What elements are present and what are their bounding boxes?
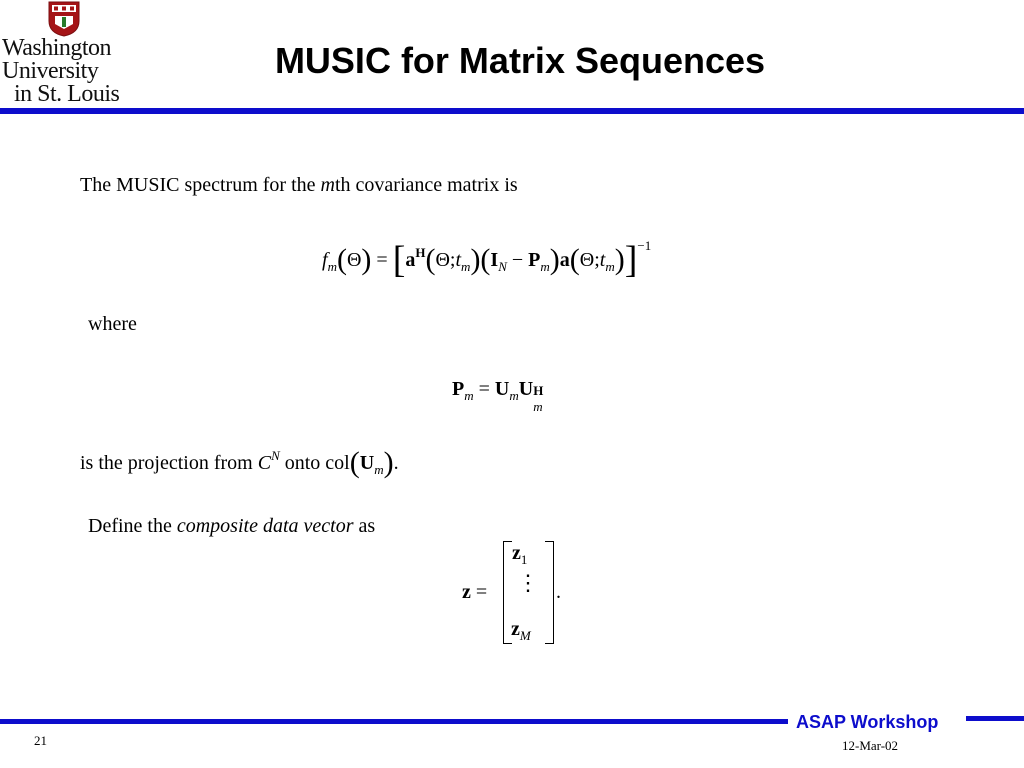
logo-line-1: Washington [2, 35, 112, 61]
eq1-sub-m-3: m [540, 259, 550, 274]
where-text: where [88, 313, 137, 335]
projection-mid: onto col [279, 452, 350, 474]
music-spectrum-equation: $f_m(\Theta)$ = [$a^H(\Theta;t_m)(I_N$ − $P_m)a(\Theta;t_m)]^{-1}$ [322, 238, 652, 281]
eq1-a-2: a [559, 249, 570, 271]
eq1-P: P [528, 249, 541, 271]
projection-pre: is the projection from [80, 452, 258, 474]
eq4-z1: z [512, 542, 521, 564]
composite-vector-lhs [462, 581, 487, 604]
slide-title: MUSIC for Matrix Sequences [274, 40, 766, 81]
footer-rule-left [0, 719, 788, 724]
projection-c: C [257, 452, 272, 474]
define-text [88, 515, 375, 538]
eq1-sub-m: m [327, 259, 337, 274]
eq1-theta-2: Θ [435, 249, 450, 271]
eq2-U-2: U [518, 378, 534, 400]
intro-pre: The MUSIC spectrum for the [80, 174, 321, 196]
eq1-t-2: t [599, 249, 606, 271]
define-post: as [353, 515, 376, 537]
define-em: composite data vector [176, 515, 354, 537]
university-logo [0, 0, 130, 108]
eq1-inverse: −1 [637, 238, 652, 253]
header-rule [0, 108, 1024, 114]
eq1-sub-m-2: m [461, 259, 471, 274]
eq4-zm: z [511, 618, 520, 640]
projection-text: is the projection from $C^N$ onto $col(U_m)$. [80, 446, 399, 479]
vector-entry-m [511, 618, 531, 644]
eq1-sub-m-4: m [605, 259, 615, 274]
eq3-sub-m: m [374, 462, 384, 477]
eq2-sub-m-3: m [533, 399, 543, 414]
footer-date: 12-Mar-02 [842, 738, 899, 753]
footer-rule-right [966, 716, 1024, 721]
intro-text [80, 174, 518, 197]
eq1-minus: − [511, 249, 524, 271]
footer-brand: ASAP Workshop [796, 712, 939, 732]
eq2-sub-m-2: m [509, 388, 519, 403]
define-pre: Define the [88, 515, 177, 537]
eq3-period: . [393, 452, 399, 474]
shield-icon [48, 1, 80, 37]
page-number: 21 [34, 733, 47, 748]
intro-post: th covariance matrix is [334, 174, 518, 196]
eq1-sup-h: H [415, 245, 426, 260]
eq2-sub-m: m [464, 388, 474, 403]
logo-line-3: in St. Louis [14, 81, 120, 107]
logo-line-2: University [2, 58, 99, 84]
eq2-P: P [452, 378, 465, 400]
eq1-sub-n: N [498, 259, 507, 274]
eq1-theta-3: Θ [579, 249, 595, 271]
eq1-theta: Θ [346, 249, 362, 271]
eq1-I: I [490, 249, 499, 271]
eq1-f: f [322, 249, 328, 271]
vector-dots: ⋮ [517, 570, 539, 595]
projection-equation [452, 378, 547, 414]
eq1-t: t [455, 249, 462, 271]
eq4-sub-1: 1 [520, 552, 528, 567]
eq4-equals: = [475, 581, 488, 603]
eq2-U: U [494, 378, 510, 400]
eq2-equals: = [478, 378, 490, 400]
eq1-equals: = [376, 249, 388, 271]
projection-sup-n: N [271, 448, 280, 463]
vector-entry-1 [512, 542, 527, 568]
eq3-U: U [359, 452, 375, 474]
eq4-sub-m: M [519, 628, 531, 643]
intro-m: m [320, 174, 335, 196]
vector-period: . [556, 581, 561, 603]
eq2-sup-h: H [533, 383, 544, 398]
eq1-semicolon-2: ; [594, 249, 600, 271]
vector-right-bracket [545, 541, 554, 644]
eq1-semicolon: ; [449, 249, 456, 271]
eq1-a: a [405, 249, 416, 271]
eq4-z: z [462, 581, 471, 603]
